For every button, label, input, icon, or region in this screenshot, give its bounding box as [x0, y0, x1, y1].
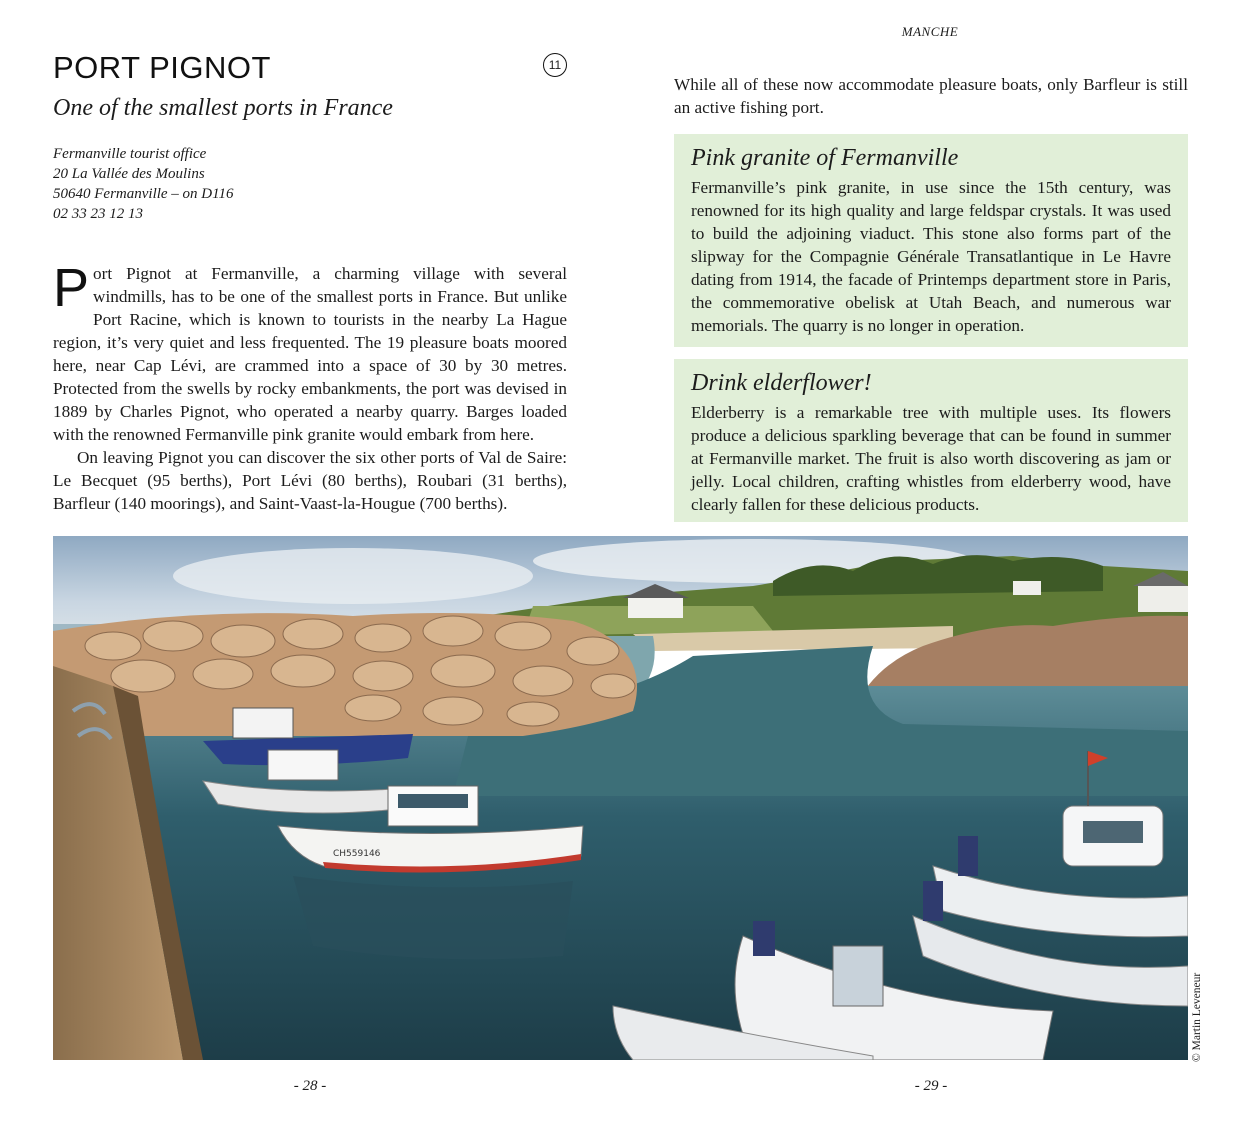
- page-number-right: - 29 -: [914, 1078, 948, 1094]
- harbour-photo: [53, 536, 1188, 1060]
- photo-credit: © Martin Leveneur: [1191, 972, 1203, 1062]
- address-line-office: Fermanville tourist office: [53, 146, 207, 162]
- running-head: MANCHE: [901, 24, 959, 39]
- address-block: [53, 144, 234, 224]
- boat-registration: CH559146: [333, 849, 381, 859]
- address-line-street: 20 La Vallée des Moulins: [53, 166, 205, 182]
- page-subtitle: One of the smallest ports in France: [53, 95, 393, 121]
- sidebar-box-text: Fermanville’s pink granite, in use since the 15th century, was renowned for its high quality and large feldspar crystals. It was used to build the adjoining viaduct. This stone also forms part of the slipway for the Compagnie Générale Transatlantique in Le Havre dating from 1914, the facade of Printemps department store in Paris, the commemorative obelisk at Utah Beach, and numerous war memorials. The quarry is no longer in operation.: [691, 178, 1171, 335]
- sidebar-box-title: Pink granite of Fermanville: [691, 145, 959, 171]
- entry-number-badge: 11: [543, 53, 567, 77]
- sidebar-box-text: Elderberry is a remarkable tree with multiple uses. Its flowers produce a delicious sparkling beverage that can be found in summer at Fermanville market. The fruit is also worth discovering as jam or jelly. Local children, crafting whistles from elderberry wood, have clearly fallen for these delicious products.: [691, 403, 1171, 514]
- drop-cap: P: [53, 258, 90, 318]
- address-line-phone: 02 33 23 12 13: [53, 206, 143, 222]
- main-article: [53, 258, 567, 515]
- article-paragraph-2: On leaving Pignot you can discover the six other ports of Val de Saire: Le Becquet (95 berths), Port Lévi (80 berths), Roubari (31 berths), Barfleur (140 moorings), and Saint-Vaast-la-Hougue (700 berths).: [53, 448, 567, 513]
- page-title: PORT PIGNOT: [53, 50, 271, 85]
- address-line-town: 50640 Fermanville – on D116: [53, 186, 234, 202]
- sidebar-box-elderflower: [674, 359, 1188, 522]
- page-number-left: - 28 -: [293, 1078, 327, 1094]
- article-paragraph-1-text: ort Pignot at Fermanville, a charming village with several windmills, has to be one of the smallest ports in France. But unlike Port Racine, which is known to tourists in the nearby La Hague region, it’s very quiet and less frequented. The 19 pleasure boats moored here, near Cap Lévi, are crammed into a space of 30 by 30 metres. Protected from the swells by rocky embankments, the port was devised in 1889 by Charles Pignot, who operated a nearby quarry. Barges loaded with the renowned Fermanville pink granite would embark from here.: [53, 264, 567, 444]
- right-intro-text: While all of these now accommodate pleasure boats, only Barfleur is still an active fishing port.: [674, 75, 1188, 117]
- sidebar-box-title: Drink elderflower!: [691, 370, 872, 396]
- article-paragraph-1: [53, 258, 567, 446]
- sidebar-box-pink-granite: [674, 134, 1188, 347]
- photo-credit-wrapper: [1191, 962, 1207, 1062]
